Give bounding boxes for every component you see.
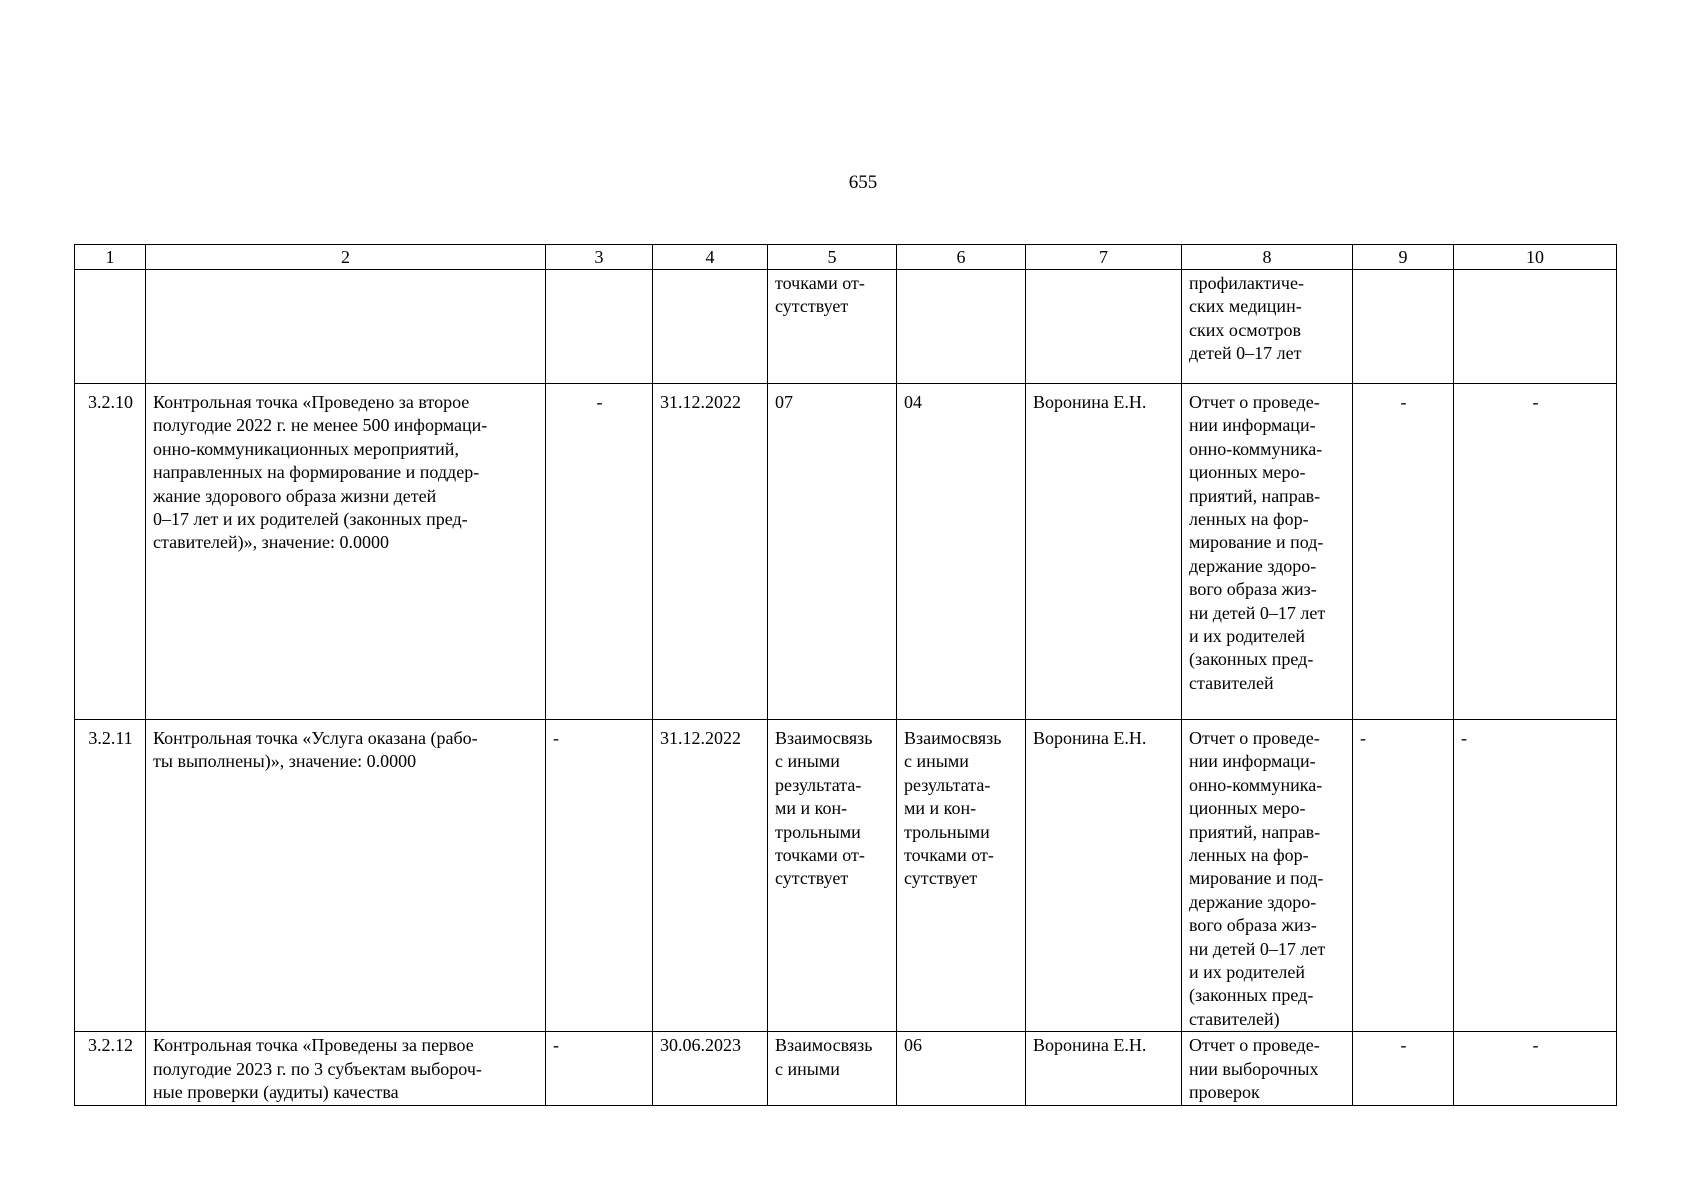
cell-result-document: Отчет о проведе- нии выборочных проверок (1182, 1032, 1353, 1105)
cell-predecessors: Взаимосвязь с иными (768, 1032, 897, 1105)
cell-predecessors: точками от- сутствует (768, 270, 897, 384)
cell-start-date: - (546, 384, 653, 720)
cell-responsible: Воронина Е.Н. (1026, 384, 1182, 720)
cell-result-document: Отчет о проведе- нии информаци- онно-коммуника- ционных меро- приятий, направ- ленных на фор- мирование и под- держание здоро- вого образа жиз- ни детей 0–17 лет и их родителей (законных пред- ставителей) (1182, 720, 1353, 1032)
column-header-3: 3 (546, 245, 653, 270)
table-row (75, 1032, 1617, 1105)
cell-col-9: - (1353, 1032, 1454, 1105)
cell-responsible: Воронина Е.Н. (1026, 720, 1182, 1032)
cell-predecessors: 07 (768, 384, 897, 720)
cell-number (75, 270, 146, 384)
column-header-2: 2 (146, 245, 546, 270)
cell-end-date (653, 270, 768, 384)
column-number-header-row (75, 245, 1617, 270)
cell-col-10: - (1454, 720, 1617, 1032)
cell-col-10: - (1454, 1032, 1617, 1105)
cell-successors: 04 (897, 384, 1026, 720)
column-header-8: 8 (1182, 245, 1353, 270)
table-row (75, 384, 1617, 720)
table-row (75, 720, 1617, 1032)
cell-col-9 (1353, 270, 1454, 384)
cell-result-document: Отчет о проведе- нии информаци- онно-коммуника- ционных меро- приятий, направ- ленных на фор- мирование и под- держание здоро- вого образа жиз- ни детей 0–17 лет и их родителей (законных пред- ставителей (1182, 384, 1353, 720)
cell-description: Контрольная точка «Услуга оказана (рабо- ты выполнены)», значение: 0.0000 (146, 720, 546, 1032)
cell-result-document: профилактиче- ских медицин- ских осмотров детей 0–17 лет (1182, 270, 1353, 384)
cell-col-9: - (1353, 384, 1454, 720)
cell-start-date: - (546, 1032, 653, 1105)
cell-end-date: 31.12.2022 (653, 720, 768, 1032)
cell-number: 3.2.10 (75, 384, 146, 720)
cell-predecessors: Взаимосвязь с иными результата- ми и кон- трольными точками от- сутствует (768, 720, 897, 1032)
column-header-6: 6 (897, 245, 1026, 270)
column-header-10: 10 (1454, 245, 1617, 270)
continuation-row (75, 270, 1617, 384)
column-header-7: 7 (1026, 245, 1182, 270)
column-header-9: 9 (1353, 245, 1454, 270)
cell-number: 3.2.12 (75, 1032, 146, 1105)
cell-successors: 06 (897, 1032, 1026, 1105)
cell-description: Контрольная точка «Проведены за первое полугодие 2023 г. по 3 субъектам выбороч- ные проверки (аудиты) качества (146, 1032, 546, 1105)
column-header-5: 5 (768, 245, 897, 270)
cell-successors (897, 270, 1026, 384)
cell-responsible (1026, 270, 1182, 384)
cell-start-date (546, 270, 653, 384)
column-header-1: 1 (75, 245, 146, 270)
cell-end-date: 30.06.2023 (653, 1032, 768, 1105)
cell-col-10 (1454, 270, 1617, 384)
cell-end-date: 31.12.2022 (653, 384, 768, 720)
cell-successors: Взаимосвязь с иными результата- ми и кон- трольными точками от- сутствует (897, 720, 1026, 1032)
cell-responsible: Воронина Е.Н. (1026, 1032, 1182, 1105)
page-number: 655 (848, 172, 878, 193)
cell-start-date: - (546, 720, 653, 1032)
plan-table (74, 244, 1617, 1106)
cell-col-10: - (1454, 384, 1617, 720)
column-header-4: 4 (653, 245, 768, 270)
cell-col-9: - (1353, 720, 1454, 1032)
cell-description: Контрольная точка «Проведено за второе полугодие 2022 г. не менее 500 информаци- онно-коммуникационных мероприятий, направленных на формирование и поддер- жание здорового образа жизни детей 0–17 лет и их родителей (законных пред- ставителей)», значение: 0.0000 (146, 384, 546, 720)
cell-number: 3.2.11 (75, 720, 146, 1032)
cell-description (146, 270, 546, 384)
